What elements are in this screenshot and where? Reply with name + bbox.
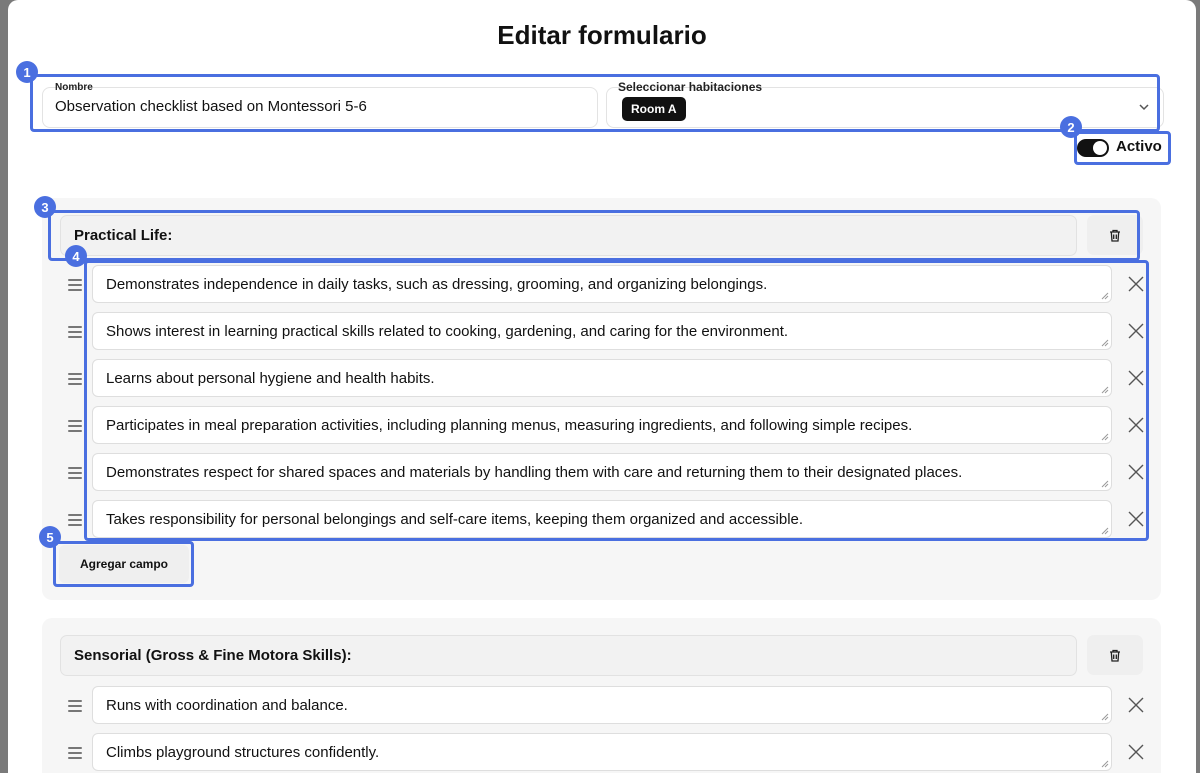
remove-item-icon[interactable] xyxy=(1127,322,1145,340)
field-item-input[interactable] xyxy=(92,406,1112,444)
field-item-input[interactable] xyxy=(92,359,1112,397)
drag-handle-icon[interactable] xyxy=(68,420,82,432)
name-field-value[interactable]: Observation checklist based on Montessori 5-6 xyxy=(55,98,367,115)
delete-section-button[interactable] xyxy=(1087,635,1143,675)
resize-handle-icon[interactable] xyxy=(1101,760,1109,768)
resize-handle-icon[interactable] xyxy=(1101,713,1109,721)
field-item-input[interactable] xyxy=(92,265,1112,303)
field-item-text: Participates in meal preparation activities, including planning menus, measuring ingredients, and following simple recipes. xyxy=(106,416,913,434)
delete-section-button[interactable] xyxy=(1087,215,1143,255)
rooms-select-label: Seleccionar habitaciones xyxy=(618,80,763,94)
resize-handle-icon[interactable] xyxy=(1101,480,1109,488)
remove-item-icon[interactable] xyxy=(1127,696,1145,714)
field-item-input[interactable] xyxy=(92,733,1112,771)
field-item-text: Learns about personal hygiene and health habits. xyxy=(106,369,435,387)
resize-handle-icon[interactable] xyxy=(1101,433,1109,441)
drag-handle-icon[interactable] xyxy=(68,747,82,759)
remove-item-icon[interactable] xyxy=(1127,369,1145,387)
edit-form-modal xyxy=(8,0,1196,773)
drag-handle-icon[interactable] xyxy=(68,514,82,526)
drag-handle-icon[interactable] xyxy=(68,326,82,338)
trash-icon xyxy=(1108,648,1122,663)
name-field-label: Nombre xyxy=(55,82,93,93)
drag-handle-icon[interactable] xyxy=(68,279,82,291)
annotation-badge-4: 4 xyxy=(65,245,87,267)
section-card-practical-life xyxy=(42,198,1161,600)
remove-item-icon[interactable] xyxy=(1127,416,1145,434)
field-item-text: Climbs playground structures confidently. xyxy=(106,743,380,761)
remove-item-icon[interactable] xyxy=(1127,275,1145,293)
section-title-input[interactable]: Sensorial (Gross & Fine Motora Skills): xyxy=(60,635,1077,676)
field-item-input[interactable] xyxy=(92,686,1112,724)
drag-handle-icon[interactable] xyxy=(68,373,82,385)
drag-handle-icon[interactable] xyxy=(68,700,82,712)
add-field-button[interactable]: Agregar campo xyxy=(59,545,189,583)
annotation-badge-3: 3 xyxy=(34,196,56,218)
remove-item-icon[interactable] xyxy=(1127,463,1145,481)
trash-icon xyxy=(1108,228,1122,243)
section-title-input[interactable]: Practical Life: xyxy=(60,215,1077,256)
field-item-input[interactable] xyxy=(92,453,1112,491)
active-toggle[interactable] xyxy=(1077,139,1109,157)
chevron-down-icon[interactable] xyxy=(1136,99,1152,115)
resize-handle-icon[interactable] xyxy=(1101,386,1109,394)
field-item-text: Demonstrates independence in daily tasks, such as dressing, grooming, and organizing belongings. xyxy=(106,275,768,293)
annotation-badge-2: 2 xyxy=(1060,116,1082,138)
remove-item-icon[interactable] xyxy=(1127,743,1145,761)
room-chip[interactable]: Room A xyxy=(622,97,686,121)
field-item-text: Shows interest in learning practical skills related to cooking, gardening, and caring for the environment. xyxy=(106,322,789,340)
page-title: Editar formulario xyxy=(497,20,707,50)
resize-handle-icon[interactable] xyxy=(1101,292,1109,300)
field-item-input[interactable] xyxy=(92,500,1112,538)
field-item-input[interactable] xyxy=(92,312,1112,350)
remove-item-icon[interactable] xyxy=(1127,510,1145,528)
active-toggle-label: Activo xyxy=(1116,138,1162,155)
drag-handle-icon[interactable] xyxy=(68,467,82,479)
resize-handle-icon[interactable] xyxy=(1101,527,1109,535)
field-item-text: Takes responsibility for personal belongings and self-care items, keeping them organized and accessible. xyxy=(106,510,804,528)
field-item-text: Runs with coordination and balance. xyxy=(106,696,348,714)
resize-handle-icon[interactable] xyxy=(1101,339,1109,347)
annotation-badge-1: 1 xyxy=(16,61,38,83)
field-item-text: Demonstrates respect for shared spaces and materials by handling them with care and returning them to their designated places. xyxy=(106,463,963,481)
annotation-badge-5: 5 xyxy=(39,526,61,548)
